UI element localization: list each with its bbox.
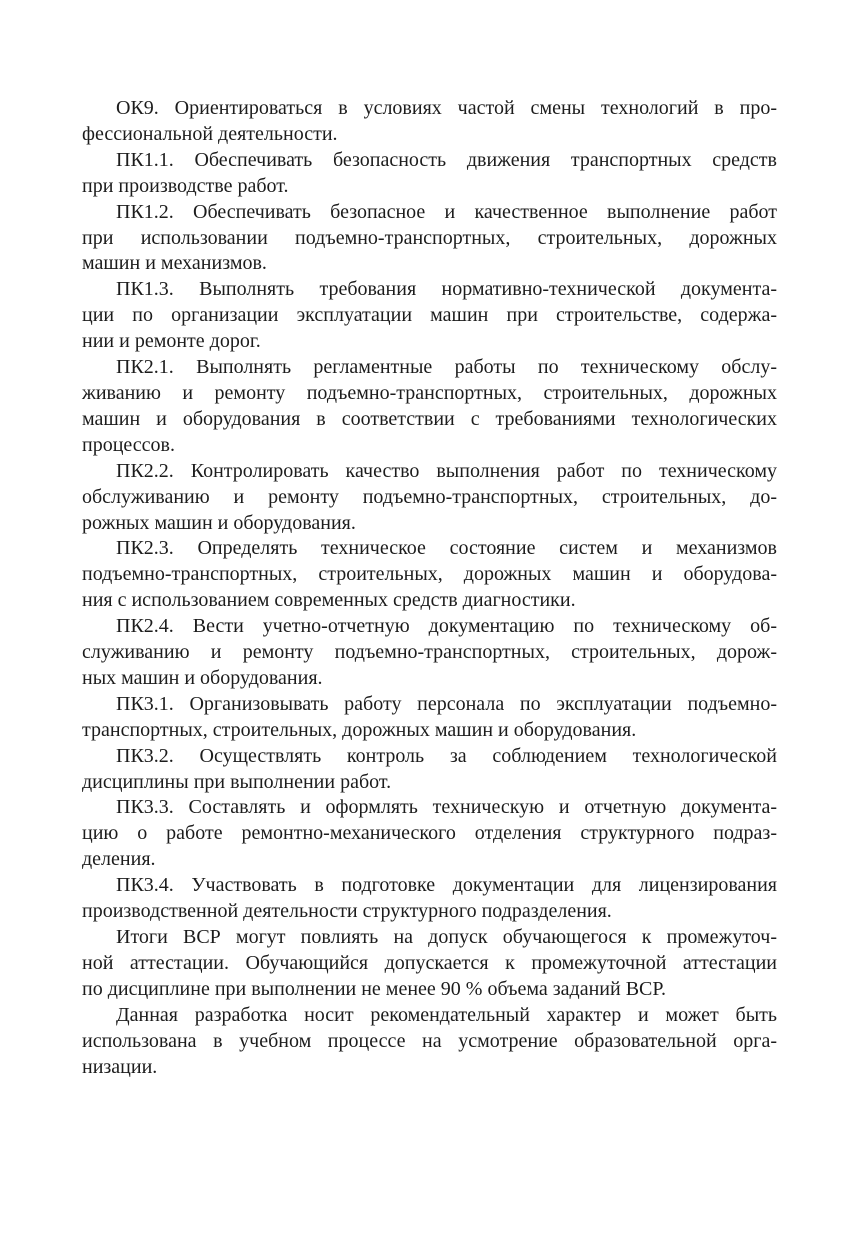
text-line: ПК3.4. Участвовать в подготовке документации для лицензирования [116, 874, 777, 897]
text-line: ОК9. Ориентироваться в условиях частой смены технологий в про- [116, 97, 777, 119]
paragraph [82, 459, 777, 537]
text-line: ПК3.3. Составлять и оформлять техническую и отчетную документа- [116, 796, 777, 819]
text-line: Итоги ВСР могут повлиять на допуск обучающегося к промежуточ- [116, 926, 777, 948]
text-line: ной аттестации. Обучающийся допускается к промежуточной аттестации [82, 951, 777, 974]
text-line: живанию и ремонту подъемно-транспортных, строительных, дорожных [82, 381, 777, 404]
text-line: подъемно-транспортных, строительных, дорожных машин и оборудова- [82, 563, 777, 586]
paragraph [82, 614, 777, 692]
text-line: при производстве работ. [82, 174, 289, 197]
text-line: ПК2.3. Определять техническое состояние систем и механизмов [116, 537, 777, 560]
text-line: ПК2.2. Контролировать качество выполнения работ по техническому [116, 459, 777, 482]
text-line: по дисциплине при выполнении не менее 90 % объема заданий ВСР. [82, 977, 666, 1000]
paragraph [82, 925, 777, 1003]
text-line: процессов. [82, 433, 175, 456]
text-line: цию о работе ремонтно-механического отделения структурного подраз- [82, 822, 777, 845]
text-line: ния с использованием современных средств диагностики. [82, 589, 576, 612]
paragraph [82, 200, 777, 278]
text-line: при использовании подъемно-транспортных, строительных, дорожных [82, 226, 777, 249]
paragraph [82, 148, 777, 200]
text-block [82, 96, 777, 1080]
text-line: служиванию и ремонту подъемно-транспортных, строительных, дорож- [82, 641, 777, 664]
text-line: ПК1.1. Обеспечивать безопасность движения транспортных средств [116, 148, 777, 171]
paragraph [82, 355, 777, 459]
text-line: деления. [82, 848, 156, 871]
text-line: ных машин и оборудования. [82, 666, 323, 689]
paragraph [82, 795, 777, 873]
text-line: фессиональной деятельности. [82, 122, 338, 145]
text-line: транспортных, строительных, дорожных машин и оборудования. [82, 718, 637, 741]
text-line: Данная разработка носит рекомендательный характер и может быть [116, 1003, 777, 1026]
paragraph [82, 692, 777, 744]
text-line: ПК2.1. Выполнять регламентные работы по техническому обслу- [116, 356, 777, 379]
text-line: ПК3.2. Осуществлять контроль за соблюдением технологической [116, 744, 777, 767]
paragraph [82, 96, 777, 148]
text-line: использована в учебном процессе на усмотрение образовательной орга- [82, 1029, 777, 1052]
text-line: дисциплины при выполнении работ. [82, 770, 392, 793]
paragraph [82, 873, 777, 925]
text-line: ПК1.2. Обеспечивать безопасное и качественное выполнение работ [116, 200, 777, 223]
paragraph [82, 1003, 777, 1081]
text-line: ПК1.3. Выполнять требования нормативно-технической документа- [116, 278, 777, 301]
text-line: производственной деятельности структурного подразделения. [82, 900, 612, 923]
text-line: ции по организации эксплуатации машин при строительстве, содержа- [82, 304, 777, 327]
text-line: рожных машин и оборудования. [82, 511, 356, 534]
text-line: ПК2.4. Вести учетно-отчетную документацию по техническому об- [116, 615, 777, 638]
text-line: обслуживанию и ремонту подъемно-транспортных, строительных, до- [82, 485, 777, 508]
text-line: ПК3.1. Организовывать работу персонала по эксплуатации подъемно- [116, 692, 777, 715]
paragraph [82, 744, 777, 796]
paragraph [82, 536, 777, 614]
paragraph [82, 277, 777, 355]
text-line: машин и механизмов. [82, 252, 267, 275]
text-line: низации. [82, 1055, 158, 1078]
text-line: нии и ремонте дорог. [82, 330, 261, 353]
text-line: машин и оборудования в соответствии с требованиями технологических [82, 407, 777, 430]
